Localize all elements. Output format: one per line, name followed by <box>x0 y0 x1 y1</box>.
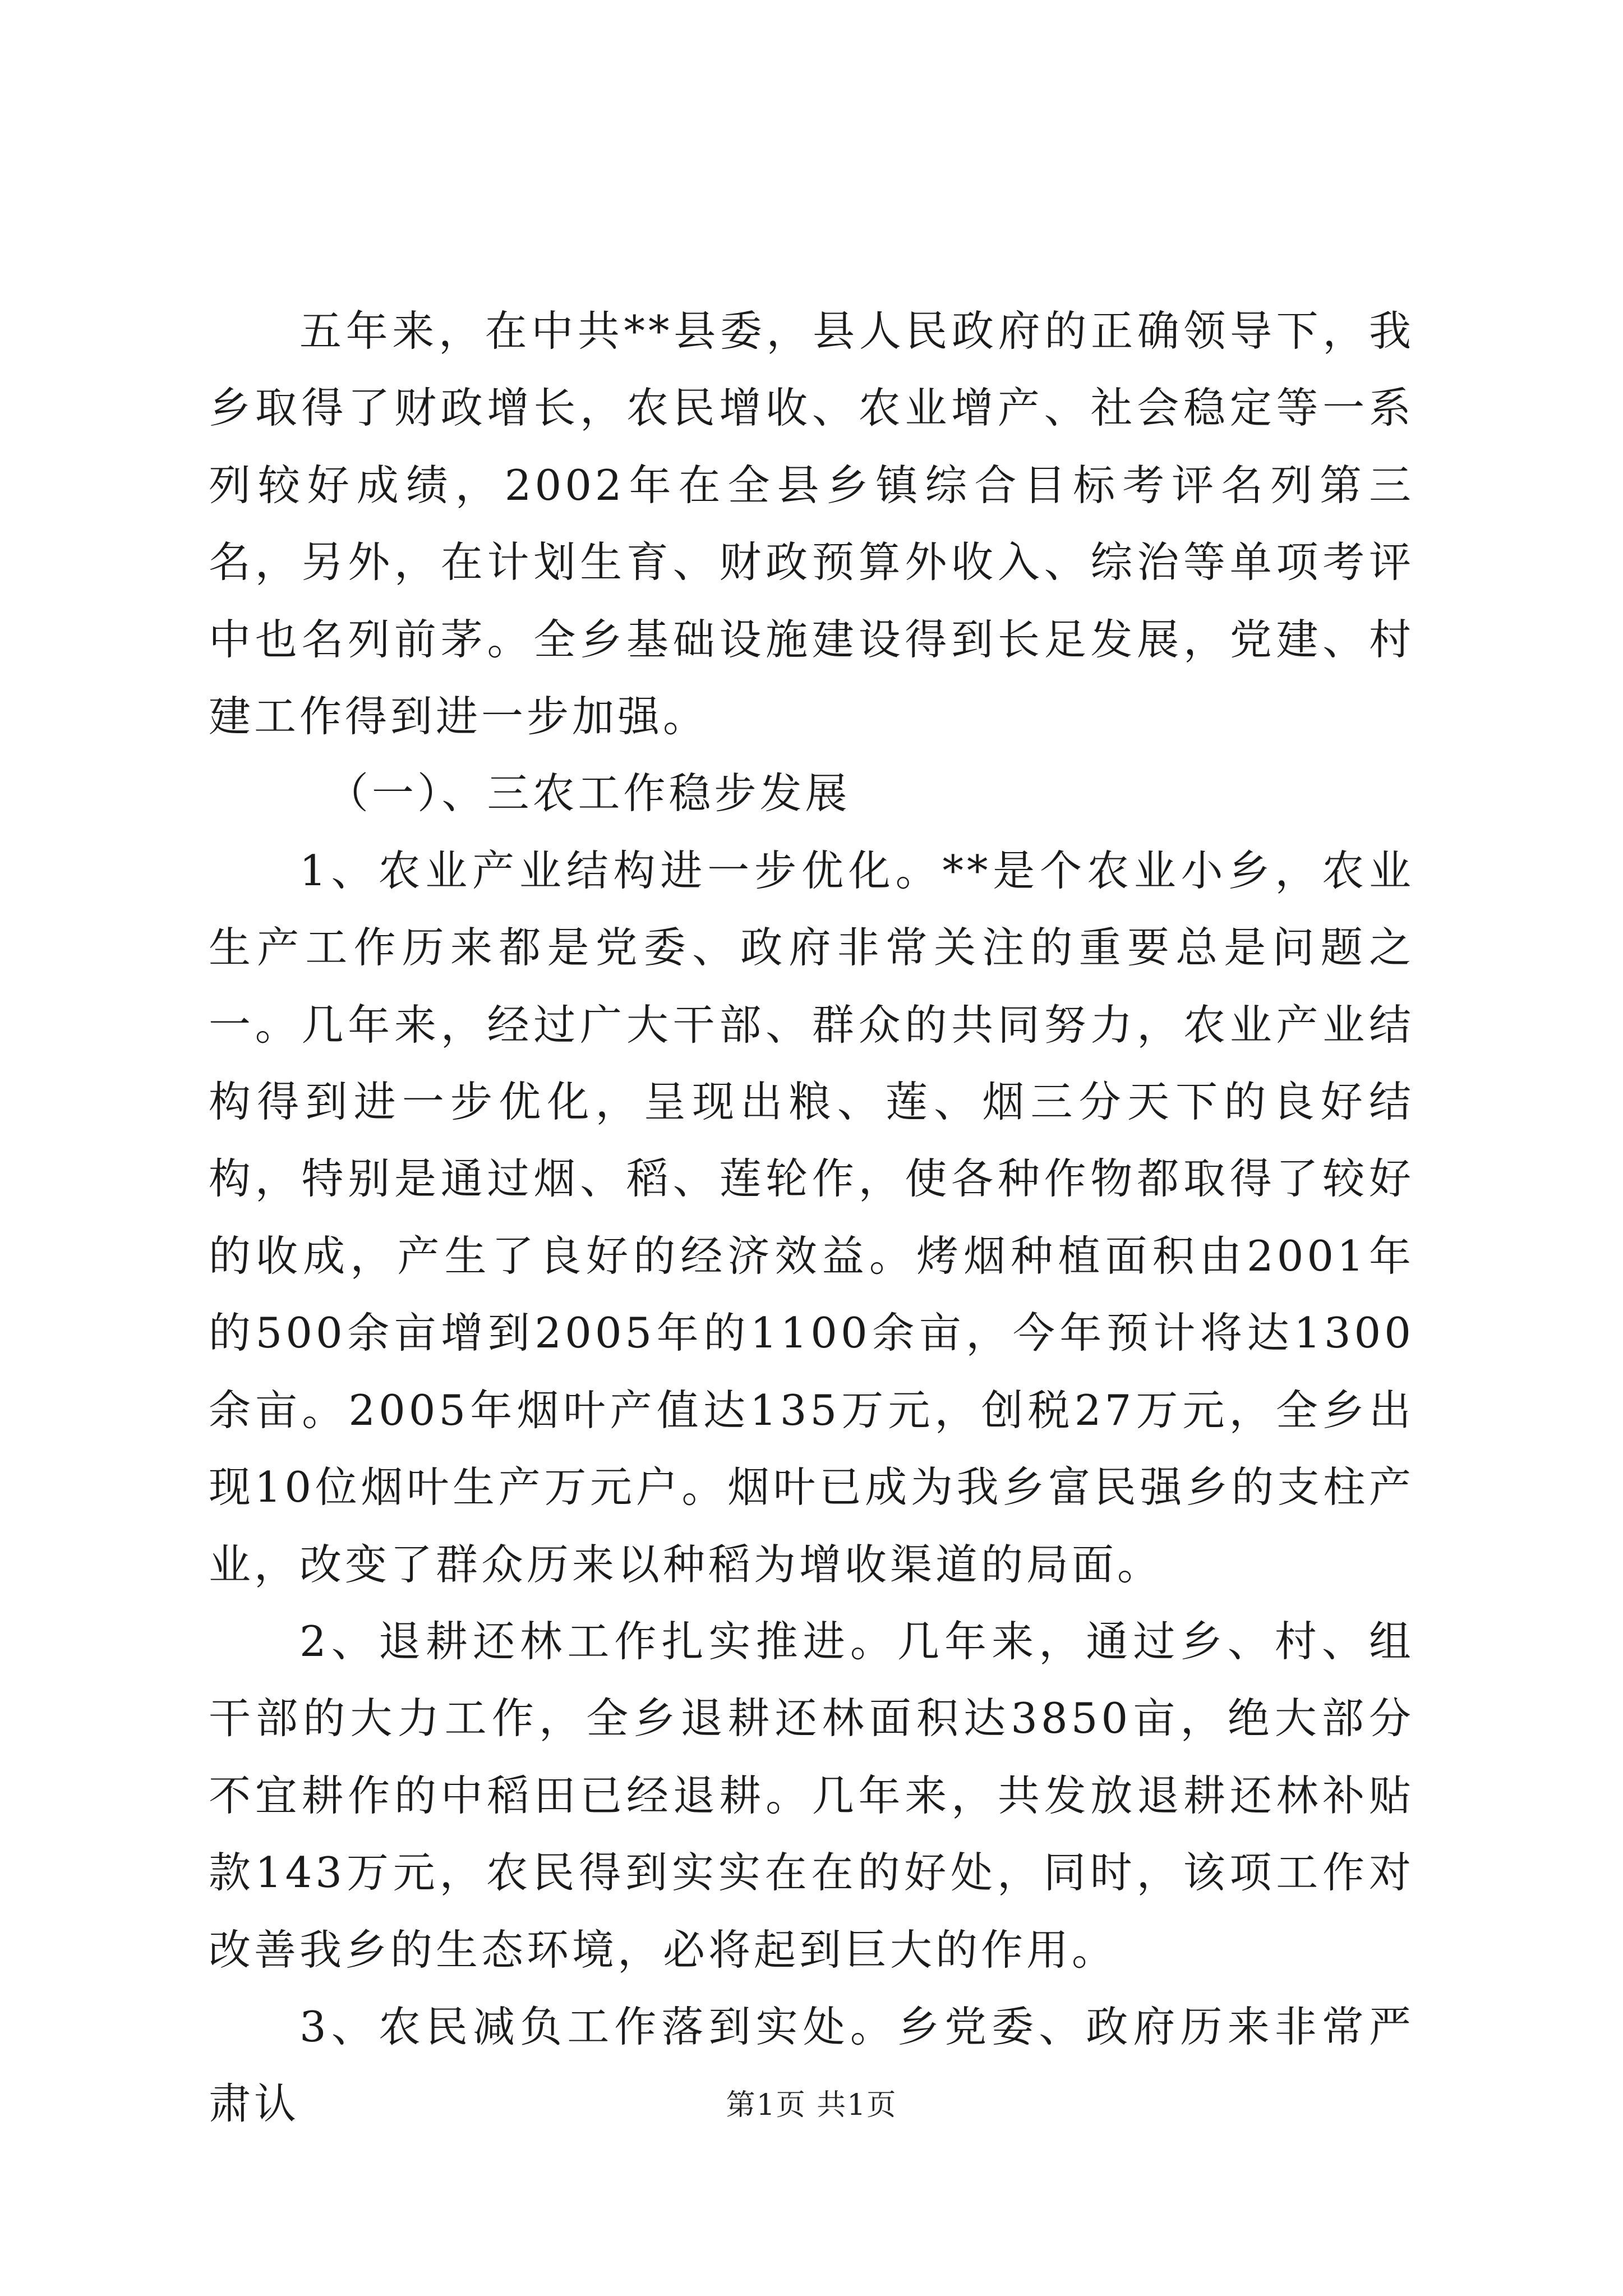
paragraph-intro: 五年来，在中共**县委，县人民政府的正确领导下，我乡取得了财政增长，农民增收、农业增产、社会稳定等一系列较好成绩，2002年在全县乡镇综合目标考评名列第三名，另外，在计划生育、财政预算外收入、综治等单项考评中也名列前茅。全乡基础设施建设得到长足发展，党建、村建工作得到进一步加强。 <box>209 306 1414 742</box>
page-footer: 第1页 共1页 <box>726 2088 897 2122</box>
paragraph-agri-structure: 1、农业产业结构进一步优化。**是个农业小乡，农业生产工作历来都是党委、政府非常关注的重要总是问题之一。几年来，经过广大干部、群众的共同努力，农业产业结构得到进一步优化，呈现出粮、莲、烟三分天下的良好结构，特别是通过烟、稻、莲轮作，使各种作物都取得了较好的收成，产生了良好的经济效益。烤烟种植面积由2001年的500余亩增到2005年的1100余亩，今年预计将达1300余亩。2005年烟叶产值达135万元，创税27万元，全乡出现10位烟叶生产万元户。烟叶已成为我乡富民强乡的支柱产业，改变了群众历来以种稻为增收渠道的局面。 <box>209 845 1414 1589</box>
section-heading-sannong: （一）、三农工作稳步发展 <box>326 769 851 818</box>
paragraph-burden-reduction: 3、农民减负工作落到实处。乡党委、政府历来非常严肃认 <box>209 2001 1414 2129</box>
paragraph-reforestation: 2、退耕还林工作扎实推进。几年来，通过乡、村、组干部的大力工作，全乡退耕还林面积达3850亩，绝大部分不宜耕作的中稻田已经退耕。几年来，共发放退耕还林补贴款143万元，农民得到实实在在的好处，同时，该项工作对改善我乡的生态环境，必将起到巨大的作用。 <box>209 1616 1414 1975</box>
document-body <box>209 293 1414 2143</box>
